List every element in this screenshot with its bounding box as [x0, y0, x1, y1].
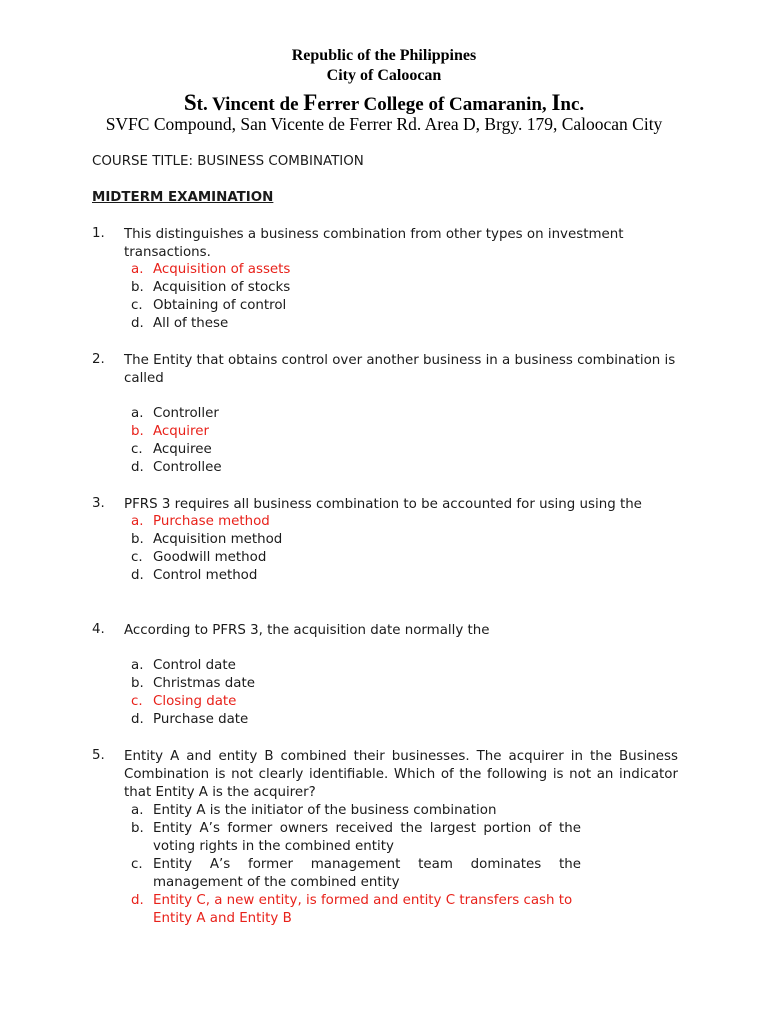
option-a: [131, 262, 290, 277]
option-d: [131, 460, 222, 475]
option-text: Purchase method: [153, 514, 270, 529]
option-text: Christmas date: [153, 676, 255, 691]
option-text: Acquisition of assets: [153, 262, 291, 277]
option-text: Entity A’s former management team dominates the management of the combined entity: [153, 857, 581, 890]
school-part-c: nc.: [560, 94, 585, 115]
option-text: Entity C, a new entity, is formed and entity C transfers cash to Entity A and Entity B: [153, 893, 573, 926]
school-part-b: errer College of Camaranin,: [317, 94, 552, 115]
option-letter: a.: [131, 803, 144, 818]
option-text: Control date: [153, 658, 236, 673]
option-text: Entity A is the initiator of the business combination: [153, 803, 497, 818]
option-letter: d.: [131, 712, 144, 727]
option-a: [131, 658, 236, 673]
option-letter: c.: [131, 857, 143, 872]
option-d: [131, 568, 257, 583]
option-c: [131, 550, 266, 565]
option-letter: d.: [131, 460, 144, 475]
option-letter: c.: [131, 550, 143, 565]
header-republic: Republic of the Philippines: [291, 47, 477, 64]
question-stem: PFRS 3 requires all business combination to be accounted for using using the: [124, 497, 642, 512]
option-letter: a.: [131, 514, 144, 529]
option-text: Acquisition method: [153, 532, 283, 547]
option-letter: b.: [131, 280, 144, 295]
question-number: 1.: [92, 226, 105, 241]
option-text: Acquisition of stocks: [153, 280, 291, 295]
option-text: Acquiree: [153, 442, 212, 457]
option-text: Purchase date: [153, 712, 249, 727]
option-c: [131, 856, 581, 892]
header-school-name: [0, 90, 768, 116]
option-letter: c.: [131, 694, 143, 709]
school-initial-f: F: [303, 90, 318, 115]
question-number: 4.: [92, 622, 105, 637]
option-c: [131, 442, 212, 457]
option-letter: c.: [131, 298, 143, 313]
option-b: [131, 532, 282, 547]
option-letter: b.: [131, 821, 144, 836]
option-letter: d.: [131, 893, 144, 908]
exam-title: MIDTERM EXAMINATION: [92, 190, 274, 205]
option-text: Goodwill method: [153, 550, 267, 565]
option-letter: a.: [131, 262, 144, 277]
option-letter: d.: [131, 568, 144, 583]
header-city: City of Caloocan: [326, 67, 442, 84]
question-number: 3.: [92, 496, 105, 511]
option-letter: b.: [131, 676, 144, 691]
question-stem: The Entity that obtains control over another business in a business combination is called: [124, 353, 676, 386]
option-letter: b.: [131, 424, 144, 439]
option-letter: a.: [131, 658, 144, 673]
option-c: [131, 694, 236, 709]
option-text: Obtaining of control: [153, 298, 287, 313]
option-letter: c.: [131, 442, 143, 457]
option-b: [131, 820, 581, 856]
option-b: [131, 280, 290, 295]
question-number: 5.: [92, 748, 105, 763]
course-title: COURSE TITLE: BUSINESS COMBINATION: [92, 154, 364, 169]
school-initial-s: S: [183, 90, 197, 115]
option-letter: d.: [131, 316, 144, 331]
question-stem: Entity A and entity B combined their businesses. The acquirer in the Business Combination is not clearly identifiable. Which of the following is not an indicator that Entity A is the acquirer?: [124, 749, 678, 800]
question-stem: This distinguishes a business combination from other types on investment transactions.: [124, 227, 624, 260]
option-text: All of these: [153, 316, 229, 331]
option-a: [131, 802, 581, 820]
school-part-a: t. Vincent de: [196, 94, 304, 115]
option-b: [131, 424, 209, 439]
option-text: Entity A’s former owners received the largest portion of the voting rights in the combined entity: [153, 821, 581, 854]
option-text: Controller: [153, 406, 219, 421]
option-text: Closing date: [153, 694, 237, 709]
option-text: Controllee: [153, 460, 222, 475]
option-b: [131, 676, 255, 691]
option-text: Acquirer: [153, 424, 209, 439]
option-letter: b.: [131, 532, 144, 547]
option-a: [131, 514, 270, 529]
school-initial-i: I: [551, 90, 561, 115]
header-address: SVFC Compound, San Vicente de Ferrer Rd. Area D, Brgy. 179, Caloocan City: [105, 114, 663, 134]
option-d: [131, 892, 581, 928]
option-a: [131, 406, 219, 421]
option-d: [131, 316, 228, 331]
question-stem: According to PFRS 3, the acquisition date normally the: [124, 623, 490, 638]
option-letter: a.: [131, 406, 144, 421]
option-d: [131, 712, 248, 727]
option-c: [131, 298, 286, 313]
question-number: 2.: [92, 352, 105, 367]
option-text: Control method: [153, 568, 258, 583]
